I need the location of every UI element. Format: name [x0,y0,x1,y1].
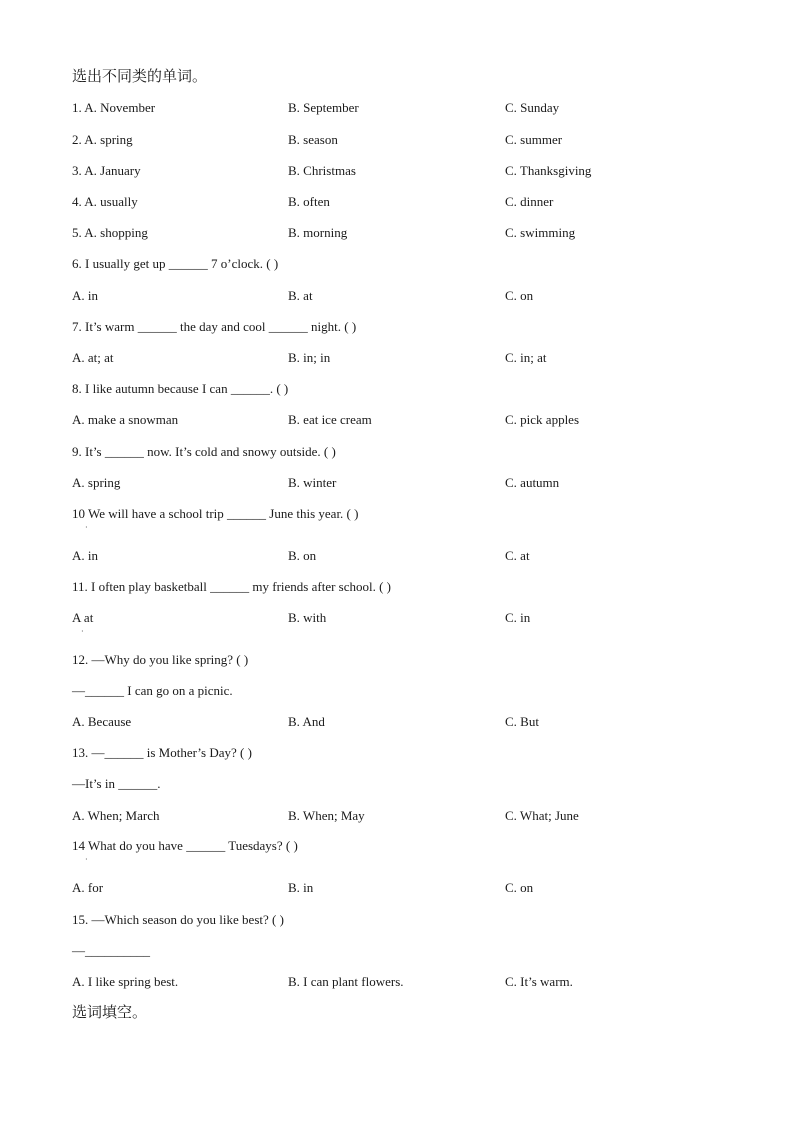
q14-option-a: A. for [72,880,104,895]
q11-option-c: C. in [505,610,531,625]
q13-option-b: B. When; May [288,808,365,823]
q15-option-b: B. I can plant flowers. [288,974,404,989]
q9-stem: 9. It’s ______ now. It’s cold and snowy outside. ( ) [72,444,336,459]
q11-stem: 11. I often play basketball ______ my friends after school. ( ) [72,579,392,594]
q14-stem: 14 What do you have ______ Tuesdays? ( ) [72,838,298,853]
q7-stem: 7. It’s warm ______ the day and cool ______ night. ( ) [72,319,357,334]
q12-option-b: B. And [288,714,325,729]
q3-option-b: B. Christmas [288,163,356,178]
q1-option-c: C. Sunday [505,100,560,115]
q10-option-b: B. on [288,548,317,563]
q1-option-b: B. September [288,100,359,115]
q5-option-a: 5. A. shopping [72,225,148,240]
q7-option-a: A. at; at [72,350,114,365]
q7-option-b: B. in; in [288,350,331,365]
q5-option-b: B. morning [288,225,348,240]
q13-option-a: A. When; March [72,808,160,823]
q13-option-c: C. What; June [505,808,579,823]
q13-stem: 13. —______ is Mother’s Day? ( ) [72,745,252,760]
q9-option-c: C. autumn [505,475,560,490]
q4-option-c: C. dinner [505,194,554,209]
q15-reply: —__________ [72,943,150,958]
q6-option-b: B. at [288,288,313,303]
section-heading-fill-in: 选词填空。 [72,1003,148,1021]
q2-option-a: 2. A. spring [72,132,133,147]
q15-option-c: C. It’s warm. [505,974,573,989]
q8-option-a: A. make a snowman [72,412,179,427]
q15-option-a: A. I like spring best. [72,974,179,989]
q2-option-b: B. season [288,132,338,147]
q6-stem: 6. I usually get up ______ 7 o’clock. ( ) [72,256,279,271]
q10-option-a: A. in [72,548,98,563]
q9-option-b: B. winter [288,475,337,490]
q4-option-a: 4. A. usually [72,194,138,209]
q12-option-a: A. Because [72,714,132,729]
q12-option-c: C. But [505,714,539,729]
section-heading-odd-one-out: 选出不同类的单词。 [72,67,208,85]
q10-stem: 10 We will have a school trip ______ June this year. ( ) [72,506,359,521]
q4-option-b: B. often [288,194,330,209]
q12-stem: 12. —Why do you like spring? ( ) [72,652,249,667]
q14-option-b: B. in [288,880,314,895]
q9-option-a: A. spring [72,475,121,490]
dot-mark: · [85,523,88,532]
dot-mark: · [81,627,84,636]
q11-option-a: A at [72,610,94,625]
q3-option-a: 3. A. January [72,163,141,178]
dot-mark: · [85,855,88,864]
q14-option-c: C. on [505,880,534,895]
q10-option-c: C. at [505,548,530,563]
q6-option-c: C. on [505,288,534,303]
q8-option-b: B. eat ice cream [288,412,372,427]
q6-option-a: A. in [72,288,98,303]
q7-option-c: C. in; at [505,350,547,365]
q5-option-c: C. swimming [505,225,576,240]
q2-option-c: C. summer [505,132,563,147]
q12-reply: —______ I can go on a picnic. [72,683,233,698]
q8-option-c: C. pick apples [505,412,580,427]
q15-stem: 15. —Which season do you like best? ( ) [72,912,284,927]
q11-option-b: B. with [288,610,327,625]
q13-reply: —It’s in ______. [72,776,161,791]
q8-stem: 8. I like autumn because I can ______. ( ) [72,381,289,396]
q1-option-a: 1. A. November [72,100,156,115]
q3-option-c: C. Thanksgiving [505,163,592,178]
